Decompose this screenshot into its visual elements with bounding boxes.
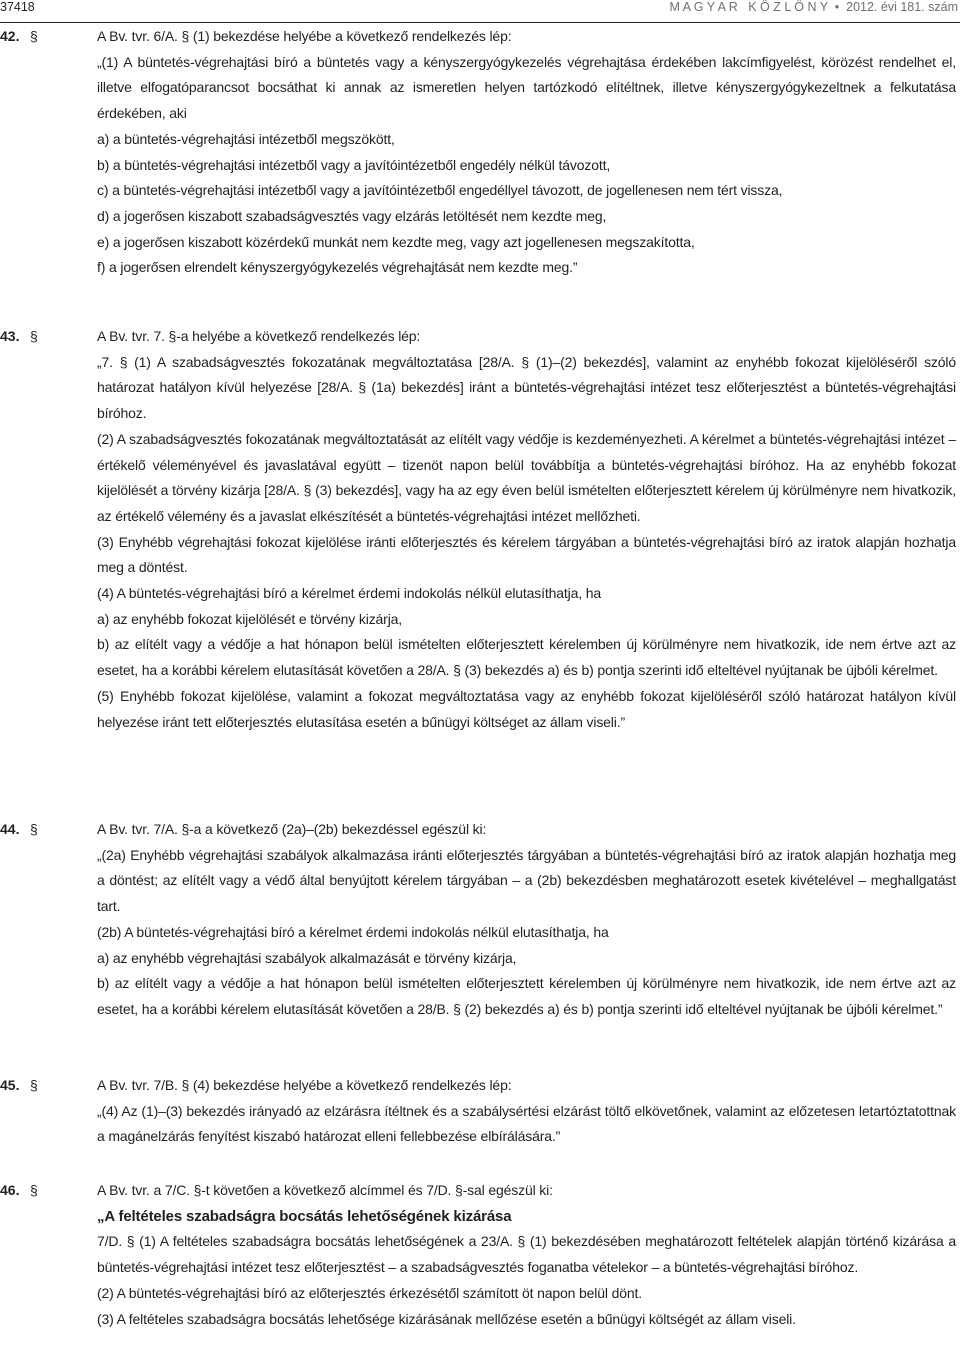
section-45 — [0, 1073, 956, 1150]
section-body — [97, 24, 956, 281]
paragraph: c) a büntetés-végrehajtási intézetből vagy a javítóintézetből engedéllyel távozott, de jogellenesen nem tért vissza, — [97, 182, 783, 199]
paragraph: 7/D. § (1) A feltételes szabadságra bocsátás lehetőségének a 23/A. § (1) bekezdésében meghatározott feltételek alapján történő kizárása a büntetés-végrehajtási intézet tesz előterjesztést – a szabadságvesztés foganatba vételekor – a büntetés-végrehajtási bíróhoz. — [97, 1233, 956, 1276]
section-symbol: § — [30, 1077, 38, 1093]
paragraph: (2) A büntetés-végrehajtási bíró az előterjesztés érkezésétől számított öt napon belül dönt. — [97, 1284, 642, 1301]
gazette-title: M A G Y A R K Ö Z L Ö N Y • 2012. évi 181. szám — [669, 0, 958, 14]
section-46 — [0, 1178, 956, 1332]
paragraph: f) a jogerősen elrendelt kényszergyógykezelés végrehajtását nem kezdte meg.” — [97, 259, 578, 276]
paragraph: d) a jogerősen kiszabott szabadságvesztés vagy elzárás letöltését nem kezdte meg, — [97, 207, 607, 224]
paragraph: a) az enyhébb fokozat kijelölését e törvény kizárja, — [97, 610, 403, 627]
paragraph: A Bv. tvr. 7/A. §-a a következő (2a)–(2b) bekezdéssel egészül ki: — [97, 821, 487, 837]
paragraph: (3) Enyhébb végrehajtási fokozat kijelölése iránti előterjesztés és kérelem tárgyában a büntetés-végrehajtási bíró az iratok alapján hozhatja meg a döntést. — [97, 533, 956, 576]
section-44 — [0, 817, 956, 1023]
paragraph: „7. § (1) A szabadságvesztés fokozatának megváltoztatása [28/A. § (1)–(2) bekezdés], valamint az enyhébb fokozat kijelöléséről szóló határozat hatályon kívül helyezése [28/A. § (1a) bekezdés] iránt a büntetés-végrehajtási intézet tesz előterjesztést a büntetés-végrehajtási bíróhoz. — [97, 353, 956, 422]
section-symbol: § — [30, 1182, 38, 1198]
section-body — [97, 1178, 956, 1332]
paragraph: A Bv. tvr. 7. §-a helyébe a következő rendelkezés lép: — [97, 328, 421, 344]
paragraph: b) az elítélt vagy a védője a hat hónapon belül ismételten előterjesztett kérelemben új körülményre nem hivatkozik, ide nem értve azt az esetet, ha a korábbi kérelem elutasítását követően a 28/A. § (3) bekezdés a) és b) pontja szerinti idő elteltével nyújtanak be újbóli kérelmet. — [97, 636, 956, 679]
paragraph: a) az enyhébb végrehajtási szabályok alkalmazását e törvény kizárja, — [97, 949, 517, 966]
paragraph: „(1) A büntetés-végrehajtási bíró a büntetés vagy a kényszergyógykezelés végrehajtása érdekében lakcímfigyelést, körözést rendelhet el, illetve elfogatóparancsot bocsáthat ki annak az ismeretlen helyen tartózkodó elítéltnek, illetve kényszergyógykezeltnek a felkutatása érdekében, aki — [97, 53, 956, 122]
section-body — [97, 324, 956, 735]
section-number: 44. — [0, 821, 20, 837]
section-symbol: § — [30, 28, 38, 44]
paragraph: (5) Enyhébb fokozat kijelölése, valamint a fokozat megváltoztatása vagy az enyhébb fokozat kijelöléséről szóló határozat hatályon kívül helyezése iránt tett előterjesztés elutasítása esetén a bűnügyi költséget az állam viseli.” — [97, 687, 956, 730]
section-number: 45. — [0, 1077, 20, 1093]
paragraph: b) a büntetés-végrehajtási intézetből vagy a javítóintézetből engedély nélkül távozott, — [97, 156, 611, 173]
paragraph: b) az elítélt vagy a védője a hat hónapon belül ismételten előterjesztett kérelemben új körülményre nem hivatkozik, ide nem értve azt az esetet, ha a korábbi kérelem elutasítását követően a 28/B. § (2) bekezdés a) és b) pontja szerinti idő elteltével nyújtanak be újbóli kérelmet.” — [97, 975, 956, 1017]
section-42 — [0, 24, 956, 281]
paragraph: (2b) A büntetés-végrehajtási bíró a kérelmet érdemi indokolás nélkül elutasíthatja, ha — [97, 923, 609, 940]
subtitle: „A feltételes szabadságra bocsátás lehetőségének kizárása — [97, 1207, 512, 1225]
section-body — [97, 1073, 956, 1150]
section-symbol: § — [30, 328, 38, 344]
paragraph: „(4) Az (1)–(3) bekezdés irányadó az elzárásra ítéltnek és a szabálysértési elzárást töltő elkövetőnek, valamint az előzetesen letartóztatottnak a magánelzárás fenyítést kiszabó határozat elleni fellebbezése elbírálására.” — [97, 1102, 956, 1145]
section-number: 43. — [0, 328, 20, 344]
paragraph: (4) A büntetés-végrehajtási bíró a kérelmet érdemi indokolás nélkül elutasíthatja, ha — [97, 585, 601, 602]
section-symbol: § — [30, 821, 38, 837]
page-header — [0, 0, 960, 23]
section-number: 46. — [0, 1182, 20, 1198]
paragraph: (3) A feltételes szabadságra bocsátás lehetősége kizárásának mellőzése esetén a bűnügyi költségét az állam viseli. — [97, 1310, 796, 1327]
paragraph: (2) A szabadságvesztés fokozatának megváltoztatását az elítélt vagy védője is kezdeményezheti. A kérelmet a büntetés-végrehajtási intézet – értékelő véleményével és javaslatával együtt – tizenöt napon belül továbbítja a büntetés-végrehajtási bíróhoz. Ha az enyhébb fokozat kijelölését a törvény kizárja [28/A. § (3) bekezdés], vagy ha az egy éven belül ismételten előterjesztett kérelem új körülményre nem hivatkozik, az értékelő vélemény és a javaslat elkészítését a büntetés-végrehajtási intézet mellőzheti. — [97, 430, 956, 524]
paragraph: A Bv. tvr. 6/A. § (1) bekezdése helyébe a következő rendelkezés lép: — [97, 28, 512, 44]
paragraph: A Bv. tvr. 7/B. § (4) bekezdése helyébe a következő rendelkezés lép: — [97, 1077, 512, 1093]
paragraph: e) a jogerősen kiszabott közérdekű munkát nem kezdte meg, vagy azt jogellenesen megszakította, — [97, 233, 695, 250]
section-number: 42. — [0, 28, 20, 44]
section-body — [97, 817, 956, 1023]
paragraph: „(2a) Enyhébb végrehajtási szabályok alkalmazása iránti előterjesztés tárgyában a büntetés-végrehajtási bíró az iratok alapján hozhatja meg a döntést; az elítélt vagy a védő által benyújtott kérelem tárgyában – a (2b) bekezdésben meghatározott esetek kivételével – meghallgatást tart. — [97, 846, 956, 915]
paragraph: a) a büntetés-végrehajtási intézetből megszökött, — [97, 130, 395, 147]
page-number: 37418 — [0, 0, 35, 14]
paragraph: A Bv. tvr. a 7/C. §-t követően a következő alcímmel és 7/D. §-sal egészül ki: — [97, 1182, 553, 1198]
section-43 — [0, 324, 956, 735]
